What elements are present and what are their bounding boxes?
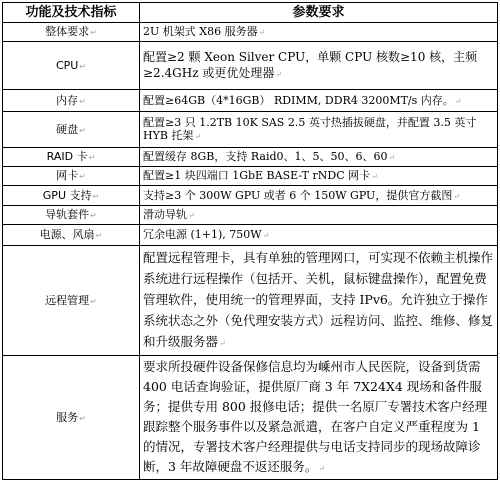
row-value: 配置≥64GB（4*16GB） RDIMM, DDR4 3200MT/s 内存。↵ [140,90,498,112]
paragraph-mark-icon: ↵ [90,28,97,37]
paragraph-mark-icon: ↵ [371,172,378,181]
paragraph-mark-icon: ↵ [318,463,326,473]
paragraph-mark-icon: ↵ [453,191,461,201]
paragraph-mark-icon: ↵ [262,231,270,240]
row-label: 内存↵ [3,90,140,112]
table-row [3,112,498,148]
paragraph-mark-icon: ↵ [194,132,202,141]
row-label: 远程管理↵ [3,246,140,356]
row-value: 2U 机架式 X86 服务器↵ [140,23,498,42]
row-value: 配置≥1 块四端口 1GbE BASE-T rNDC 网卡↵ [140,167,498,186]
paragraph-mark-icon: ↵ [79,61,87,71]
row-value: 配置≥3 只 1.2TB 10K SAS 2.5 英寸热插拔硬盘，并配置 3.5 英寸 HYB 托架↵ [140,112,498,148]
row-label: 整体要求↵ [3,23,140,42]
paragraph-mark-icon: ↵ [90,296,97,306]
table-row [3,356,498,480]
row-value: 配置≥2 颗 Xeon Silver CPU，单颗 CPU 核数≥10 核，主频≥2.4GHz 或更优处理器↵ [140,42,498,90]
row-label: 服务↵ [3,356,140,480]
row-label: 网卡↵ [3,167,140,186]
row-label: 硬盘↵ [3,112,140,148]
paragraph-mark-icon: ↵ [79,413,86,423]
paragraph-mark-icon: ↵ [79,125,86,135]
row-label: 电源、风扇↵ [3,225,140,246]
row-value: 滑动导轨↵ [140,206,498,225]
paragraph-mark-icon: ↵ [92,191,100,201]
paragraph-mark-icon: ↵ [258,28,266,37]
table-header-row [3,3,498,23]
table-row [3,148,498,167]
header-requirement: 参数要求 [140,3,498,23]
table-row [3,246,498,356]
row-label: GPU 支持↵ [3,186,140,206]
paragraph-mark-icon: ↵ [219,339,226,348]
row-label: CPU↵ [3,42,140,90]
paragraph-mark-icon: ↵ [275,69,283,79]
paragraph-mark-icon: ↵ [90,211,97,220]
table-row [3,90,498,112]
table-row [3,167,498,186]
row-value: 支持≥3 个 300W GPU 或者 6 个 150W GPU，提供官方截图↵ [140,186,498,206]
header-feature: 功能及技术指标 [3,3,140,23]
paragraph-mark-icon: ↵ [454,96,462,106]
table-row [3,186,498,206]
row-value: 冗余电源 (1+1), 750W↵ [140,225,498,246]
paragraph-mark-icon: ↵ [79,172,86,181]
table-row [3,23,498,42]
paragraph-mark-icon: ↵ [79,96,86,106]
paragraph-mark-icon: ↵ [88,153,96,162]
row-value: 配置远程管理卡，具有单独的管理网口，可实现不依赖主机操作系统进行远程操作（包括开、关机，鼠标键盘操作），配置免费管理软件，使用统一的管理界面，支持 IPv6。允许独立于操作系统状态之外（免代理安装方式）远程访问、监控、维修、修复和升级服务器↵ [140,246,498,356]
row-value: 要求所投硬件设备保修信息均为嵊州市人民医院，设备到货需 400 电话查询验证，提供原厂商 3 年 7X24X4 现场和备件服务；提供专用 800 报修电话；提供一名原厂专署技术客户经理跟踪整个服务事件以及紧急派遣，在客户自定义严重程度为 1 的情况，专署技术客户经理提供与电话支持同步的现场故障诊断，3 年故障硬盘不返还服务。↵ [140,356,498,480]
spec-table [2,2,498,480]
row-label: RAID 卡↵ [3,148,140,167]
table-row [3,206,498,225]
paragraph-mark-icon: ↵ [188,211,195,220]
table-row [3,42,498,90]
row-label: 导轨套件↵ [3,206,140,225]
paragraph-mark-icon: ↵ [95,231,103,240]
table-row [3,225,498,246]
row-value: 配置缓存 8GB，支持 Raid0、1、5、50、6、60↵ [140,148,498,167]
paragraph-mark-icon: ↵ [388,153,396,162]
